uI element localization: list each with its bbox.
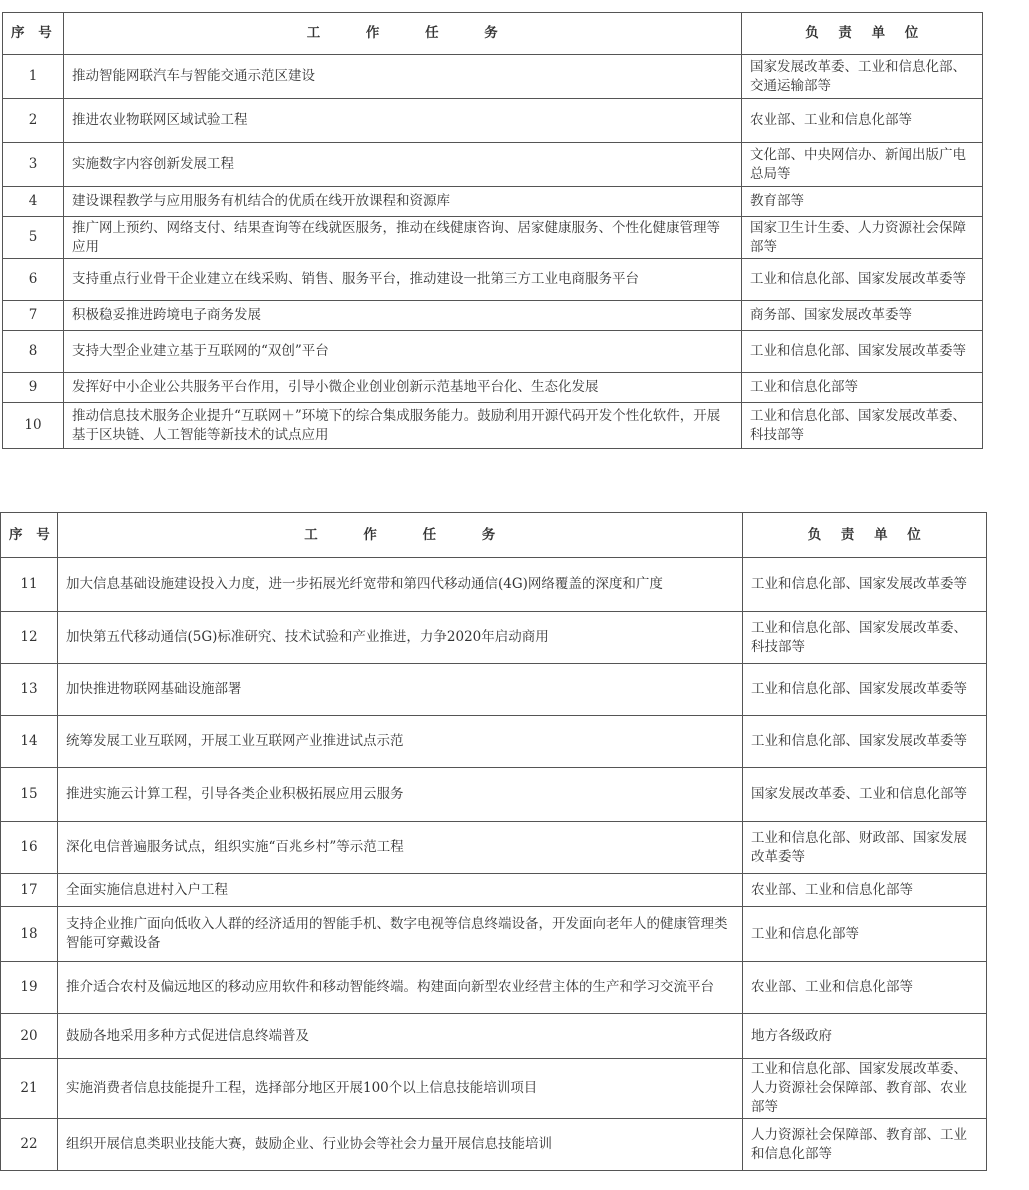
row-unit: 工业和信息化部、国家发展改革委等 <box>743 558 987 612</box>
table-row <box>1 1014 987 1059</box>
row-index: 22 <box>1 1119 58 1171</box>
row-task: 深化电信普遍服务试点，组织实施“百兆乡村”等示范工程 <box>58 822 743 874</box>
table-row <box>3 331 983 373</box>
row-index: 1 <box>3 55 64 99</box>
row-index: 8 <box>3 331 64 373</box>
header-index: 序 号 <box>3 13 64 55</box>
row-unit: 工业和信息化部等 <box>743 907 987 962</box>
row-task: 推广网上预约、网络支付、结果查询等在线就医服务，推动在线健康咨询、居家健康服务、个性化健康管理等应用 <box>64 217 742 259</box>
row-task: 积极稳妥推进跨境电子商务发展 <box>64 301 742 331</box>
row-task: 全面实施信息进村入户工程 <box>58 874 743 907</box>
row-unit: 工业和信息化部、国家发展改革委等 <box>742 331 983 373</box>
row-index: 9 <box>3 373 64 403</box>
table-row <box>3 55 983 99</box>
row-task: 鼓励各地采用多种方式促进信息终端普及 <box>58 1014 743 1059</box>
task-table-2 <box>0 512 987 1171</box>
row-unit: 工业和信息化部、国家发展改革委、人力资源社会保障部、教育部、农业部等 <box>743 1059 987 1119</box>
task-table-1 <box>2 12 983 449</box>
row-task: 推动信息技术服务企业提升“互联网＋”环境下的综合集成服务能力。鼓励利用开源代码开发个性化软件，开展基于区块链、人工智能等新技术的试点应用 <box>64 403 742 449</box>
row-unit: 农业部、工业和信息化部等 <box>742 99 983 143</box>
row-task: 统筹发展工业互联网，开展工业互联网产业推进试点示范 <box>58 716 743 768</box>
header-task: 工 作 任 务 <box>64 13 742 55</box>
row-index: 13 <box>1 664 58 716</box>
row-task: 加快第五代移动通信(5G)标准研究、技术试验和产业推进，力争2020年启动商用 <box>58 612 743 664</box>
row-task: 推介适合农村及偏远地区的移动应用软件和移动智能终端。构建面向新型农业经营主体的生产和学习交流平台 <box>58 962 743 1014</box>
row-index: 14 <box>1 716 58 768</box>
row-task: 推进实施云计算工程，引导各类企业积极拓展应用云服务 <box>58 768 743 822</box>
table-header-row <box>1 513 987 558</box>
row-index: 5 <box>3 217 64 259</box>
table-row <box>1 907 987 962</box>
row-index: 16 <box>1 822 58 874</box>
table-row <box>1 874 987 907</box>
row-unit: 工业和信息化部、国家发展改革委等 <box>743 716 987 768</box>
row-unit: 地方各级政府 <box>743 1014 987 1059</box>
table-row <box>1 768 987 822</box>
row-unit: 国家发展改革委、工业和信息化部等 <box>743 768 987 822</box>
header-unit: 负 责 单 位 <box>743 513 987 558</box>
row-index: 10 <box>3 403 64 449</box>
row-unit: 工业和信息化部、国家发展改革委、科技部等 <box>742 403 983 449</box>
row-task: 支持大型企业建立基于互联网的“双创”平台 <box>64 331 742 373</box>
row-index: 2 <box>3 99 64 143</box>
row-task: 加快推进物联网基础设施部署 <box>58 664 743 716</box>
table-row <box>3 259 983 301</box>
row-unit: 教育部等 <box>742 187 983 217</box>
table-row <box>3 403 983 449</box>
row-task: 加大信息基础设施建设投入力度，进一步拓展光纤宽带和第四代移动通信(4G)网络覆盖的深度和广度 <box>58 558 743 612</box>
row-unit: 文化部、中央网信办、新闻出版广电总局等 <box>742 143 983 187</box>
row-unit: 工业和信息化部等 <box>742 373 983 403</box>
row-index: 6 <box>3 259 64 301</box>
row-unit: 工业和信息化部、国家发展改革委等 <box>742 259 983 301</box>
table-row <box>3 217 983 259</box>
table-row <box>3 187 983 217</box>
row-index: 15 <box>1 768 58 822</box>
row-index: 17 <box>1 874 58 907</box>
row-task: 支持重点行业骨干企业建立在线采购、销售、服务平台，推动建设一批第三方工业电商服务平台 <box>64 259 742 301</box>
row-task: 实施数字内容创新发展工程 <box>64 143 742 187</box>
row-unit: 国家发展改革委、工业和信息化部、交通运输部等 <box>742 55 983 99</box>
table-row <box>1 962 987 1014</box>
row-index: 7 <box>3 301 64 331</box>
table-row <box>3 301 983 331</box>
table-row <box>3 143 983 187</box>
row-task: 推进农业物联网区域试验工程 <box>64 99 742 143</box>
row-index: 19 <box>1 962 58 1014</box>
row-unit: 农业部、工业和信息化部等 <box>743 874 987 907</box>
table-row <box>1 612 987 664</box>
row-index: 3 <box>3 143 64 187</box>
row-task: 推动智能网联汽车与智能交通示范区建设 <box>64 55 742 99</box>
table-row <box>3 373 983 403</box>
row-index: 20 <box>1 1014 58 1059</box>
row-index: 12 <box>1 612 58 664</box>
row-task: 建设课程教学与应用服务有机结合的优质在线开放课程和资源库 <box>64 187 742 217</box>
row-index: 4 <box>3 187 64 217</box>
row-task: 支持企业推广面向低收入人群的经济适用的智能手机、数字电视等信息终端设备，开发面向老年人的健康管理类智能可穿戴设备 <box>58 907 743 962</box>
row-unit: 国家卫生计生委、人力资源社会保障部等 <box>742 217 983 259</box>
row-task: 实施消费者信息技能提升工程，选择部分地区开展100个以上信息技能培训项目 <box>58 1059 743 1119</box>
table-row <box>1 558 987 612</box>
row-index: 18 <box>1 907 58 962</box>
header-task: 工 作 任 务 <box>58 513 743 558</box>
row-unit: 工业和信息化部、国家发展改革委、科技部等 <box>743 612 987 664</box>
row-unit: 人力资源社会保障部、教育部、工业和信息化部等 <box>743 1119 987 1171</box>
table-row <box>1 1119 987 1171</box>
row-task: 发挥好中小企业公共服务平台作用，引导小微企业创业创新示范基地平台化、生态化发展 <box>64 373 742 403</box>
row-task: 组织开展信息类职业技能大赛，鼓励企业、行业协会等社会力量开展信息技能培训 <box>58 1119 743 1171</box>
table-header-row <box>3 13 983 55</box>
header-unit: 负 责 单 位 <box>742 13 983 55</box>
table-row <box>1 664 987 716</box>
row-index: 21 <box>1 1059 58 1119</box>
table-row <box>1 716 987 768</box>
row-unit: 农业部、工业和信息化部等 <box>743 962 987 1014</box>
header-index: 序 号 <box>1 513 58 558</box>
row-unit: 商务部、国家发展改革委等 <box>742 301 983 331</box>
table-row <box>1 822 987 874</box>
row-unit: 工业和信息化部、国家发展改革委等 <box>743 664 987 716</box>
table-row <box>3 99 983 143</box>
row-unit: 工业和信息化部、财政部、国家发展改革委等 <box>743 822 987 874</box>
row-index: 11 <box>1 558 58 612</box>
table-row <box>1 1059 987 1119</box>
